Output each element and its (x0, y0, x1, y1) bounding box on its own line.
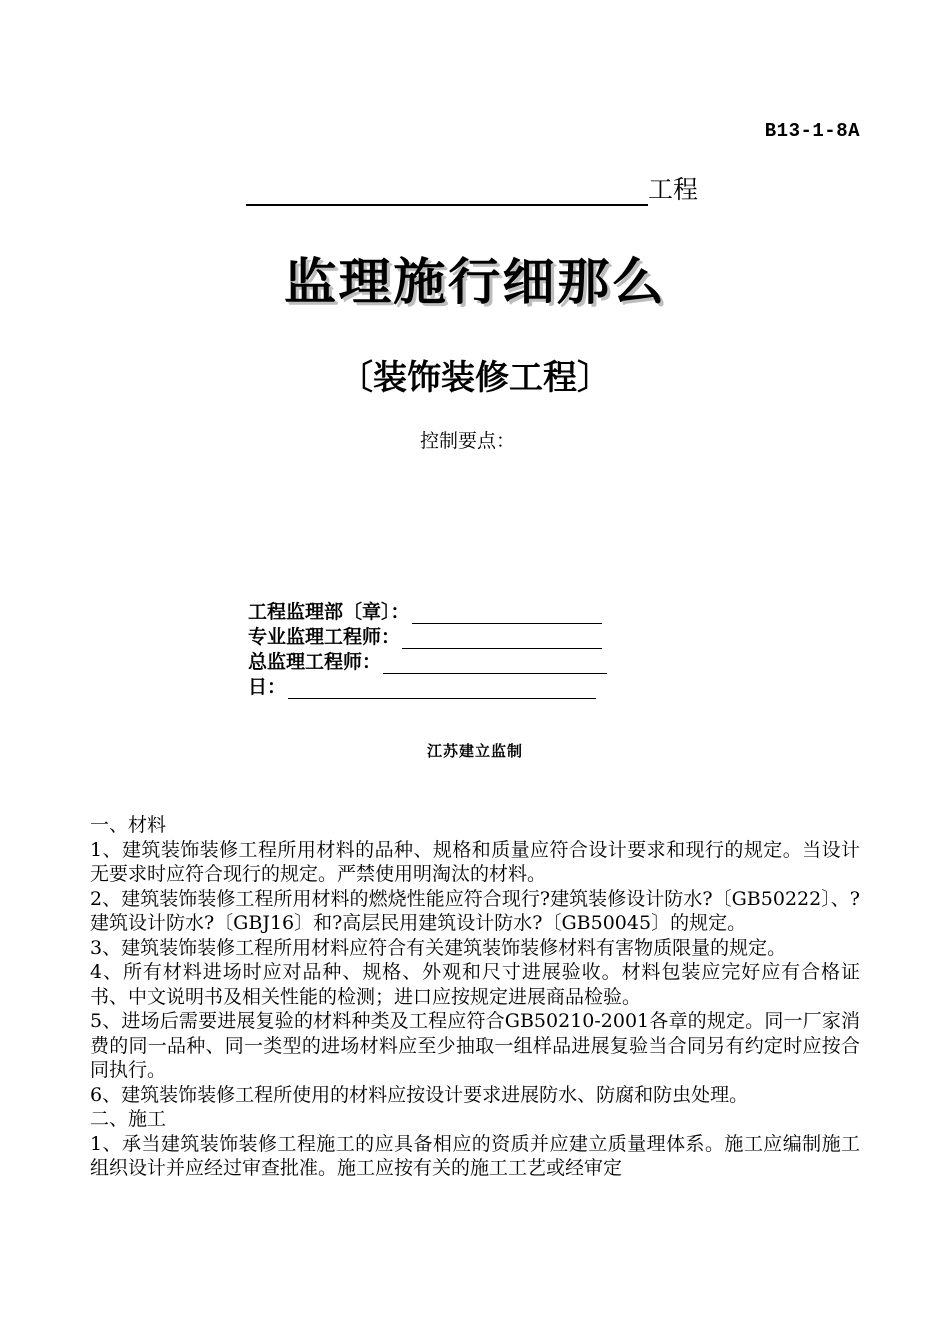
paragraph: 3、建筑装饰装修工程所用材料应符合有关建筑装饰装修材料有害物质限量的规定。 (90, 936, 787, 959)
signature-specialist (248, 625, 602, 649)
page-subtitle: 〔装饰装修工程〕 (339, 358, 611, 398)
signature-date (248, 675, 596, 699)
signature-date-blank (288, 678, 596, 699)
page-title: 监理施行细那么 (283, 253, 667, 311)
signature-chief (248, 650, 607, 674)
document-body (90, 813, 860, 1181)
paragraph: 4、所有材料进场时应对品种、规格、外观和尺寸进展验收。材料包装应完好应有合格证书、中文说明书及相关性能的检测；进口应按规定进展商品检验。 (90, 961, 860, 1008)
project-suffix: 工程 (648, 175, 699, 204)
paragraph: 2、建筑装饰装修工程所用材料的燃烧性能应符合现行?建筑装修设计防水?〔GB50222〕、?建筑设计防水?〔GBJ16〕和?高层民用建筑设计防水?〔GB50045〕的规定。 (90, 887, 860, 934)
paragraph: 5、进场后需要进展复验的材料种类及工程应符合GB50210-2001各章的规定。同一厂家消费的同一品种、同一类型的进场材料应至少抽取一组样品进展复验当合同另有约定时应按合同执行。 (90, 1010, 860, 1081)
signature-department (248, 600, 602, 624)
signature-specialist-blank (402, 628, 602, 649)
section-heading: 一、材料 (90, 814, 167, 836)
signature-department-label: 工程监理部〔章〕： (248, 601, 410, 623)
issuer-label: 江苏建立监制 (426, 742, 523, 760)
project-name-blank (246, 174, 648, 206)
signature-chief-blank (383, 653, 607, 674)
paragraph: 1、承当建筑装饰装修工程施工的应具备相应的资质并应建立质量理体系。施工应编制施工组织设计并应经过审查批准。施工应按有关的施工工艺或经审定 (90, 1132, 860, 1179)
signature-date-label: 日： (248, 676, 287, 698)
control-points-label: 控制要点： (419, 430, 515, 452)
paragraph: 6、建筑装饰装修工程所使用的材料应按设计要求进展防水、防腐和防虫处理。 (90, 1083, 749, 1106)
signature-chief-label: 总监理工程师： (248, 651, 382, 673)
signature-department-blank (412, 603, 602, 624)
signature-specialist-label: 专业监理工程师： (248, 626, 401, 648)
paragraph: 1、建筑装饰装修工程所用材料的品种、规格和质量应符合设计要求和现行的规定。当设计无要求时应符合现行的规定。严禁使用明淘汰的材料。 (90, 838, 860, 885)
section-heading: 二、施工 (90, 1108, 167, 1130)
project-name-line (246, 170, 698, 206)
document-code: B13-1-8A (764, 120, 860, 142)
